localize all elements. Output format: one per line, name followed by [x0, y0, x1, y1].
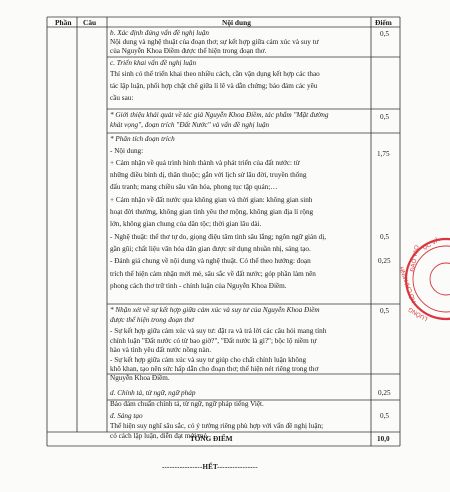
- row-d-line: Bảo đảm chuẩn chính tả, từ ngữ, ngữ pháp tiếng Việt.: [110, 400, 264, 408]
- stamp-text: ỤC VÀ: [422, 237, 441, 252]
- row-c-line: cầu sau:: [110, 94, 134, 102]
- row-c-title: c. Triển khai vấn đề nghị luận: [110, 59, 197, 67]
- row-d-title: d. Chính tả, từ ngữ, ngữ pháp: [110, 389, 196, 397]
- row-intro-line: khát vọng", đoạn trích "Đất Nước" và vấn đề nghị luận: [110, 121, 270, 129]
- row-c-line: Thí sinh có thể triển khai theo nhiều cách, cần vận dụng kết hợp các thao: [110, 70, 320, 78]
- header-noi-dung: Nội dung: [222, 18, 251, 27]
- row-analysis-line: - Nội dung:: [110, 147, 144, 155]
- row-analysis-line: - Đánh giá chung về nội dung và nghệ thuật. Có thể theo hướng: đoạn: [110, 257, 311, 265]
- row-analysis-line: lớn, không gian chung của dân tộc; thời gian lâu dài.: [110, 220, 262, 228]
- header-cau: Câu: [83, 18, 97, 27]
- row-reflection-line: - Sự kết hợp giữa cảm xúc và suy tư giúp cho chất chính luận không: [110, 356, 307, 364]
- row-analysis-line: đấu tranh; mang chiều sâu văn hóa, phong tục tập quán;…: [110, 183, 278, 191]
- row-analysis-line: gần gũi; chất liệu văn hóa dân gian được sử dụng nhuần nhị, sáng tạo.: [110, 245, 311, 253]
- row-b-line: Nội dung và nghệ thuật của đoạn thơ; sự kết hợp giữa cảm xúc và suy tư: [110, 38, 319, 46]
- row-reflection-line: chính luận "Đất nước có từ bao giờ?", "Đất nước là gì?"; bộc lộ niềm tự: [110, 337, 317, 345]
- row-analysis-points: 0,25: [378, 257, 391, 265]
- stamp-text: ĐÀO TẠO: [410, 244, 421, 273]
- stamp-text: HỒ CHÍ MINH: [399, 265, 418, 304]
- row-analysis-line: + Cảm nhận về đất nước qua không gian và thời gian: không gian sinh: [110, 196, 313, 204]
- row-d-points: 0,25: [378, 389, 391, 397]
- row-intro-line: * Giới thiệu khái quát về tác giả Nguyễn Khoa Điềm, tác phẩm "Mặt đường: [110, 111, 329, 119]
- row-dd-line: Thể hiện suy nghĩ sâu sắc, có ý tưởng riêng phù hợp với vấn đề nghị luận;: [110, 422, 324, 430]
- end-mark: ----------------HẾT----------------: [162, 463, 258, 471]
- row-reflection-line: * Nhận xét về sự kết hợp giữa cảm xúc và suy tư của Nguyễn Khoa Điềm: [110, 306, 320, 314]
- row-analysis-points: 1,75: [377, 150, 390, 158]
- row-analysis-line: phong cách thơ trữ tình - chính luận của Nguyễn Khoa Điềm.: [110, 282, 287, 290]
- row-analysis-line: trích thể hiện cảm nhận mới mẻ, sâu sắc về đất nước; góp phần làm nên: [110, 270, 316, 278]
- header-phan: Phần: [55, 18, 72, 27]
- row-dd-points: 0,5: [380, 412, 389, 420]
- total-label: TỔNG ĐIỂM: [190, 435, 233, 443]
- row-dd-line: có cách lập luận, diễn đạt mới mẻ.: [110, 432, 209, 440]
- row-b-points: 0,5: [380, 30, 389, 38]
- row-reflection-points: 0,5: [380, 307, 389, 315]
- official-stamp-icon: [399, 232, 450, 326]
- row-analysis-line: - Nghệ thuật: thể thơ tự do, giọng điệu tâm tình sâu lắng; ngôn ngữ giản dị,: [110, 233, 327, 241]
- row-b-title: b. Xác định đúng vấn đề nghị luận: [110, 29, 210, 37]
- row-intro-points: 0,5: [380, 113, 389, 121]
- row-analysis-line: những điều bình dị, thân thuộc; gắn với lịch sử lâu đời, truyền thống: [110, 171, 307, 179]
- row-analysis-title: * Phân tích đoạn trích: [110, 135, 175, 143]
- row-analysis-points: 0,5: [380, 233, 389, 241]
- row-c-line: tác lập luận, phối hợp chặt chẽ giữa lí lẽ và dẫn chứng; bảo đảm các yêu: [110, 82, 318, 90]
- header-diem: Điểm: [375, 18, 392, 27]
- row-b-line: của Nguyễn Khoa Điềm được thể hiện trong đoạn thơ.: [110, 47, 267, 55]
- total-points: 10,0: [377, 435, 390, 443]
- row-reflection-line: Nguyễn Khoa Điềm.: [110, 374, 170, 382]
- row-reflection-line: hào và tình yêu đất nước nồng nàn.: [110, 346, 212, 354]
- row-reflection-line: - Sự kết hợp giữa cảm xúc và suy tư: đặt ra và trả lời các câu hỏi mang tính: [110, 327, 327, 335]
- row-reflection-line: được thể hiện trong đoạn thơ: [110, 316, 194, 324]
- row-dd-title: đ. Sáng tạo: [110, 412, 143, 420]
- row-analysis-line: + Cảm nhận về quá trình hình thành và phát triển của đất nước: từ: [110, 159, 300, 167]
- row-reflection-line: khô khan, tạo nên sức hấp dẫn cho đoạn thơ; thể hiện nét riêng trong thơ: [110, 365, 319, 373]
- stamp-text: LUÔNG: [407, 305, 429, 322]
- row-analysis-line: hoạt đời thường, không gian tình yêu thơ mộng, không gian địa lí rộng: [110, 208, 314, 216]
